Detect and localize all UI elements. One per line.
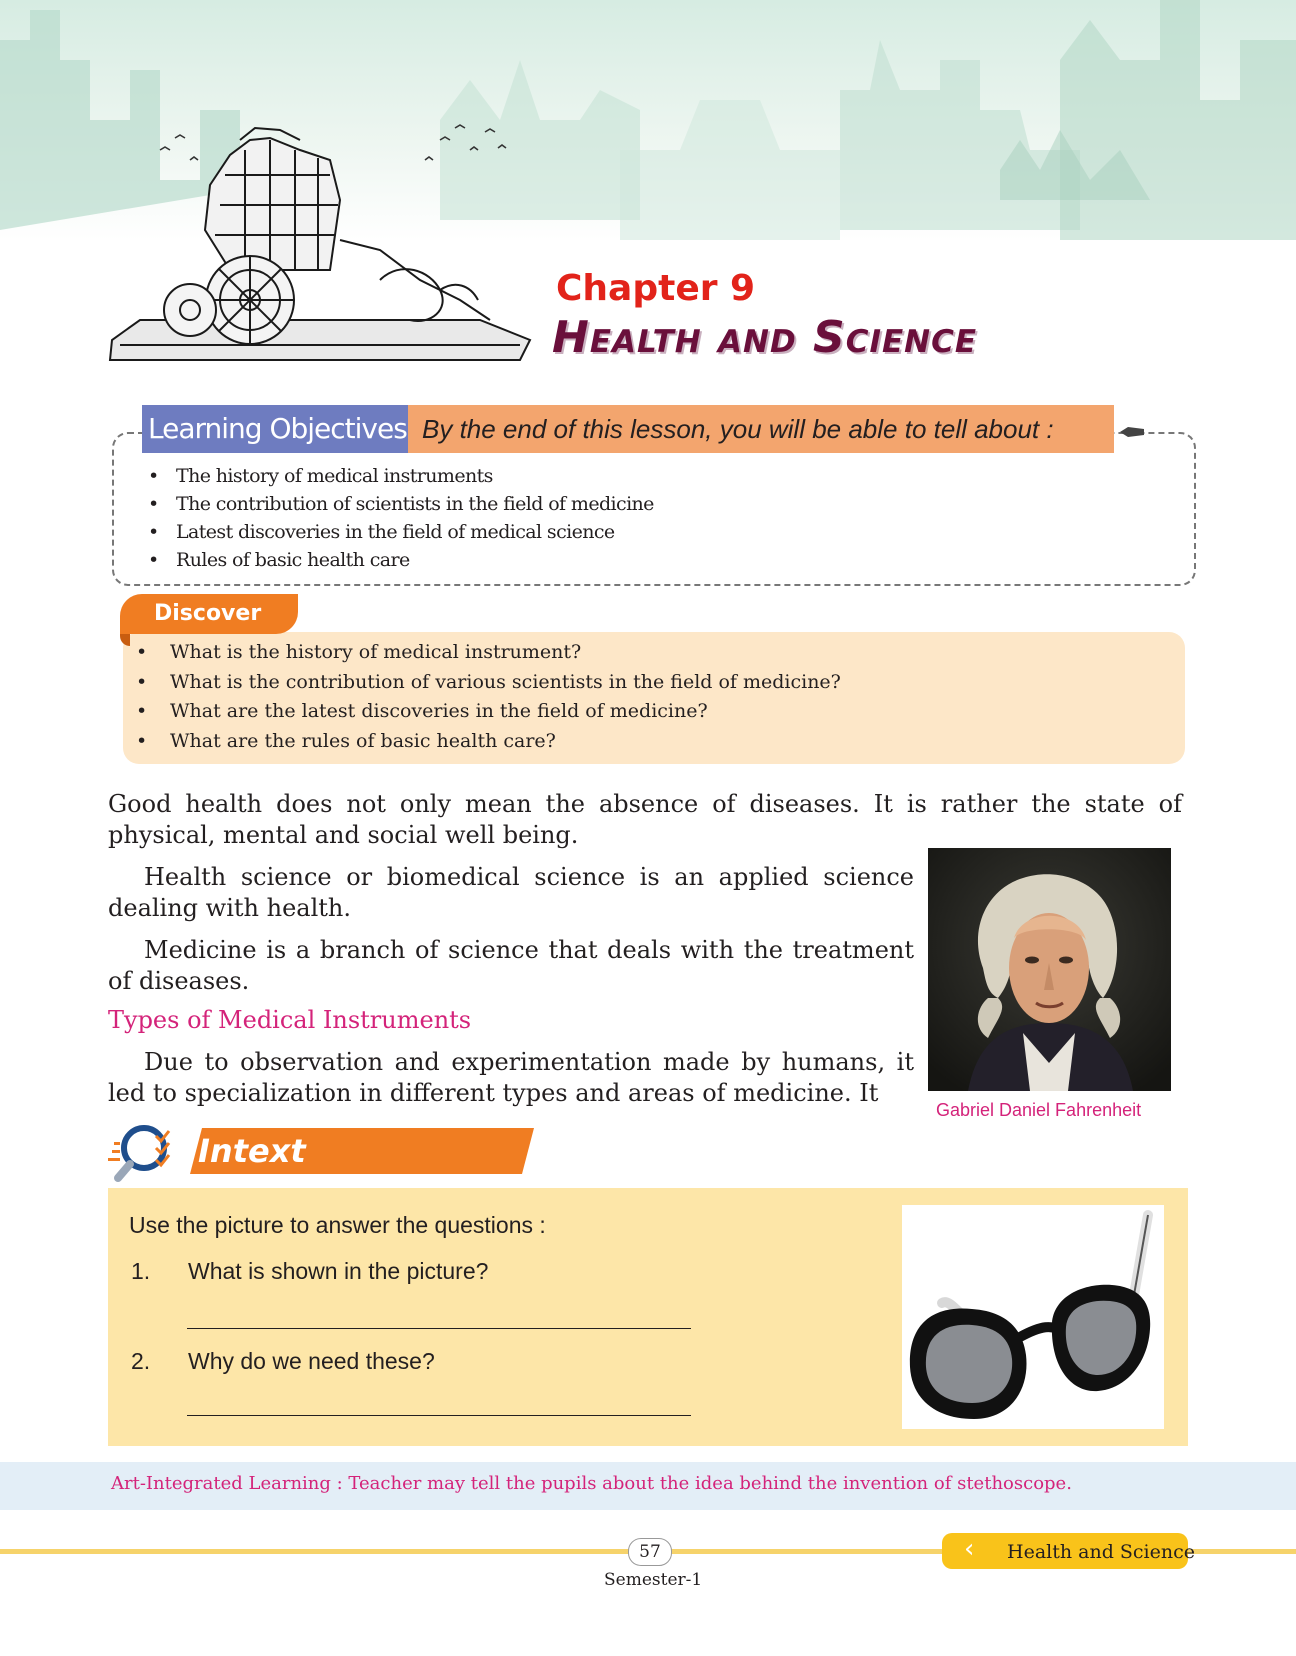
chapter-number: Chapter 9: [556, 268, 756, 309]
list-item: • Latest discoveries in the field of medical science: [140, 518, 654, 546]
paragraph-good-health: Good health does not only mean the absence of diseases. It is rather the state of physical, mental and social well being.: [108, 790, 1182, 849]
list-item: • What is the contribution of various scientists in the field of medicine?: [132, 668, 841, 698]
list-item: • What are the rules of basic health care?: [132, 727, 841, 757]
list-item: • Rules of basic health care: [140, 546, 654, 574]
checklist-magnifier-icon: [108, 1122, 184, 1182]
list-item: • The history of medical instruments: [140, 462, 654, 490]
paragraph-observation: Due to observation and experimentation made by humans, it led to specialization in different types and areas of medicine. It: [108, 1048, 914, 1107]
assessment-intro: Use the picture to answer the questions :: [129, 1212, 546, 1238]
art-integrated-note: Art-Integrated Learning : Teacher may tell the pupils about the idea behind the invention of stethoscope.: [111, 1473, 1072, 1494]
paragraph-health-science: Health science or biomedical science is an applied science dealing with health.: [108, 863, 914, 922]
question-2: Why do we need these?: [188, 1348, 435, 1374]
footer-section-title: Health and Science: [1007, 1541, 1195, 1563]
list-item: • What is the history of medical instrument?: [132, 638, 841, 668]
answer-line-1[interactable]: [187, 1328, 691, 1329]
learning-objectives-label: Learning Objectives: [142, 405, 408, 453]
discover-list: [132, 638, 841, 756]
portrait-caption: Gabriel Daniel Fahrenheit: [936, 1100, 1142, 1120]
question-number: 2.: [131, 1348, 151, 1374]
paragraph-medicine: Medicine is a branch of science that deals with the treatment of diseases.: [108, 936, 914, 995]
section-heading: Types of Medical Instruments: [108, 1006, 472, 1034]
chevron-left-icon: ‹: [964, 1534, 975, 1564]
semester-label: Semester-1: [604, 1570, 703, 1590]
sunglasses-image: [902, 1205, 1164, 1429]
question-number: 1.: [131, 1258, 151, 1284]
list-item: • The contribution of scientists in the field of medicine: [140, 490, 654, 518]
sunglasses-picture-frame: [902, 1205, 1164, 1429]
learning-objectives-list: [140, 462, 654, 574]
chapter-title: Health and Science: [552, 312, 978, 363]
fahrenheit-portrait: [928, 848, 1171, 1091]
pencil-icon: [1118, 424, 1148, 440]
assessment-title: Intext: [198, 1132, 306, 1170]
answer-line-2[interactable]: [187, 1415, 691, 1416]
list-item: • What are the latest discoveries in the field of medicine?: [132, 697, 841, 727]
question-1: What is shown in the picture?: [188, 1258, 489, 1284]
page-number: 57: [628, 1538, 672, 1566]
learning-objectives-intro: By the end of this lesson, you will be able to tell about :: [408, 405, 1114, 453]
discover-label: Discover: [120, 594, 298, 634]
